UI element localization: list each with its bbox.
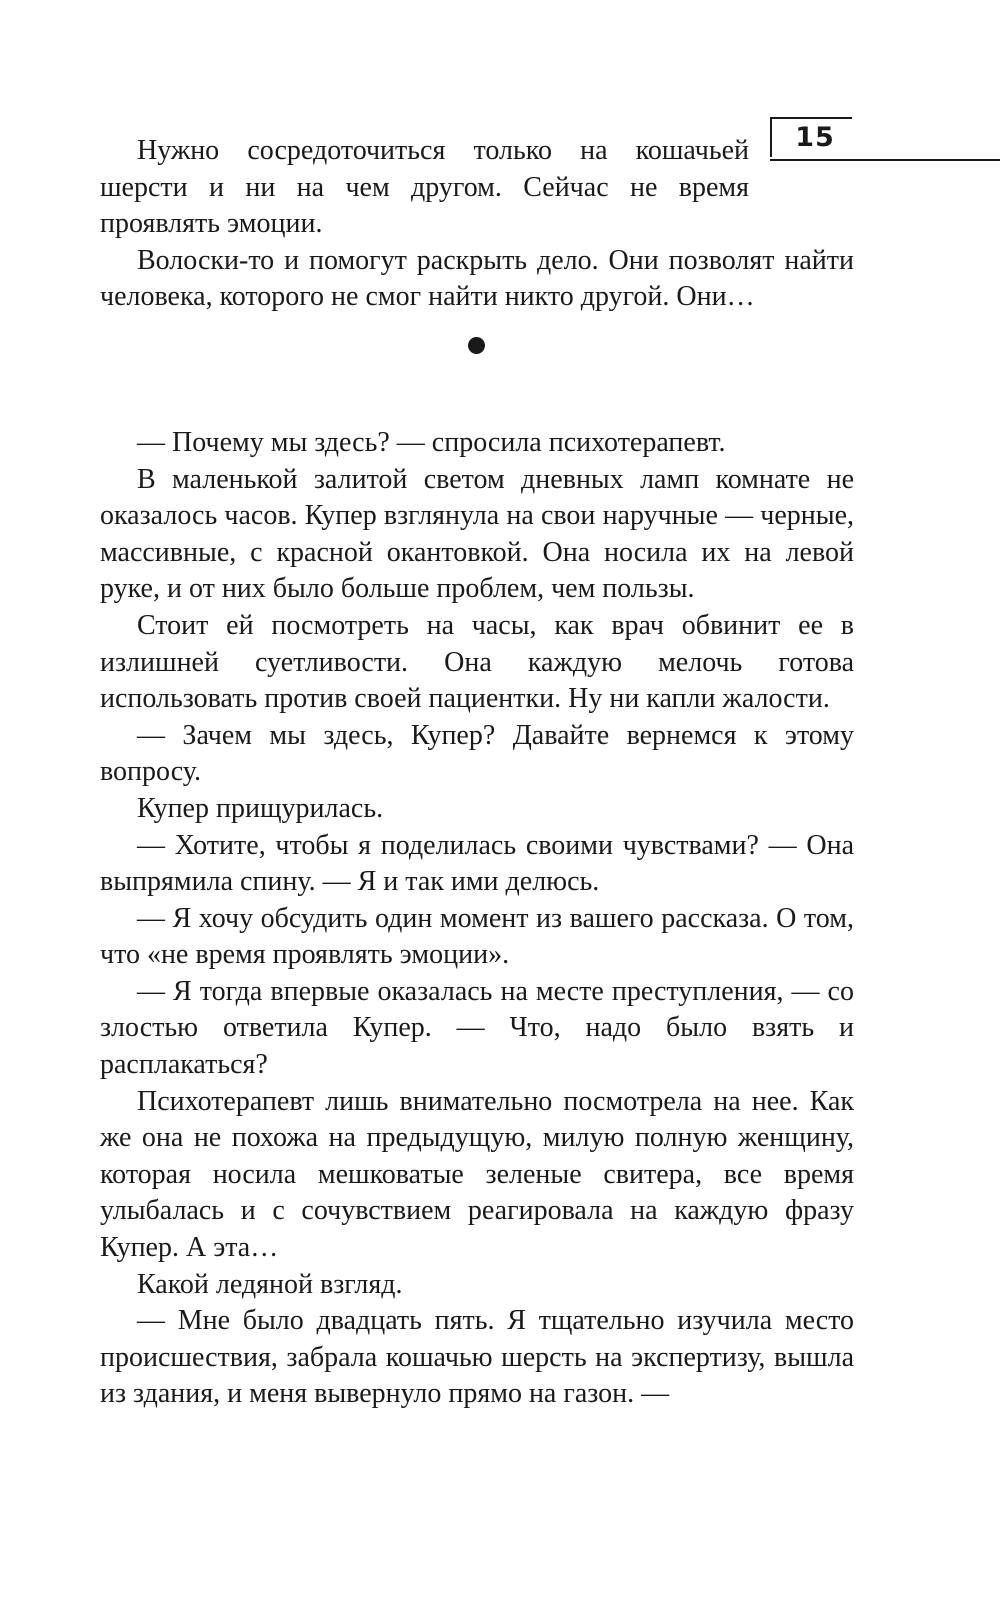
paragraph: — Хотите, чтобы я поделилась своими чувствами? — Она выпрямила спину. — Я и так ими делюсь. [100,829,854,898]
bullet-dot-icon [468,337,485,354]
paragraph: — Зачем мы здесь, Купер? Давайте вернемся к этому вопросу. [100,719,854,788]
page-number: 15 [795,122,835,153]
paragraph: Стоит ей посмотреть на часы, как врач обвинит ее в излишней суетливости. Она каждую мелочь готова использовать против своей пациентки. Ну ни капли жалости. [100,609,854,715]
paragraph: — Мне было двадцать пять. Я тщательно изучила место происшествия, забрала кошачью шерсть на экспертизу, вышла из здания, и меня вывернуло прямо на газон. — [100,1305,854,1410]
paragraph: — Почему мы здесь? — спросила психотерапевт. [137,426,726,458]
paragraph: — Я тогда впервые оказалась на месте преступления, — со злостью ответила Купер. — Что, надо было взять и расплакаться? [100,975,854,1081]
paragraph: — Я хочу обсудить один момент из вашего рассказа. О том, что «не время проявлять эмоции». [100,902,854,971]
section-separator [100,316,854,425]
paragraph: Купер прищурилась. [137,792,384,824]
body-text [100,133,854,1413]
paragraph: В маленькой залитой светом дневных ламп комнате не оказалось часов. Купер взглянула на свои наручные — черные, массивные, с красной окантовкой. Она носила их на левой руке, и от них было больше проблем, чем пользы. [100,463,854,605]
paragraph: Психотерапевт лишь внимательно посмотрела на нее. Как же она не похожа на предыдущую, милую полную женщину, которая носила мешковатые зеленые свитера, все время улыбалась и с сочувствием реагировала на каждую фразу Купер. А эта… [100,1085,854,1264]
paragraph: Какой ледяной взгляд. [137,1268,403,1300]
paragraph: Волоски-то и помогут раскрыть дело. Они позволят найти человека, которого не смог найти никто другой. Они… [100,244,854,313]
paragraph: Нужно сосредоточиться только на кошачьей шерсти и ни на чем другом. Сейчас не время проявлять эмоции. [100,135,749,240]
